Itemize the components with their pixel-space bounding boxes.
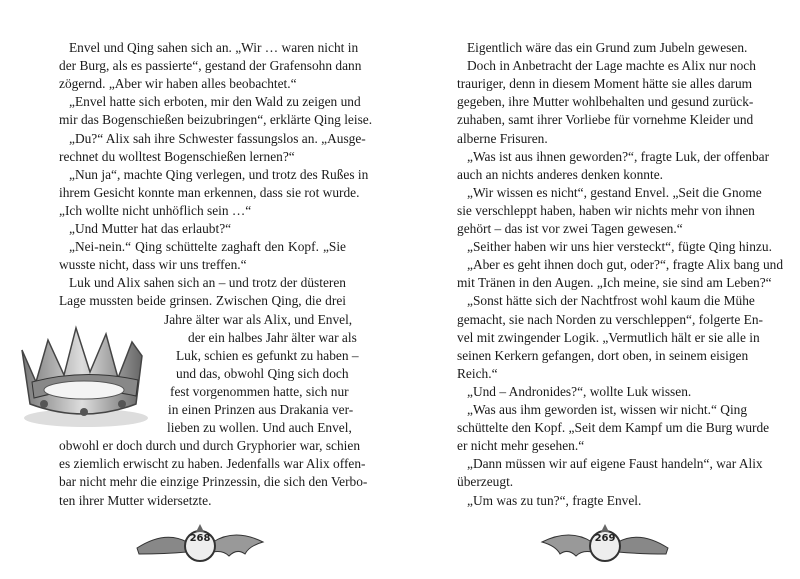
text-line: lieben zu wollen. Und auch Envel, <box>167 420 352 436</box>
text-line: Doch in Anbetracht der Lage machte es Alix nur noch <box>467 58 756 74</box>
text-line: Lage mussten beide grinsen. Zwischen Qing, die drei <box>59 293 346 309</box>
text-line: Eigentlich wäre das ein Grund zum Jubeln gewesen. <box>467 40 748 55</box>
text-line: „Wir wissen es nicht“, gestand Envel. „Seit die Gnome <box>467 184 762 200</box>
text-line: der Burg, als es passierte“, gestand der Grafensohn dann <box>59 58 362 74</box>
text-line: „Nei-nein.“ Qing schüttelte zaghaft den Kopf. „Sie <box>69 239 346 255</box>
text-line: „Seither haben wir uns hier versteckt“, fügte Qing hinzu. <box>467 239 772 255</box>
text-line: Reich.“ <box>457 365 498 381</box>
text-line: „Nun ja“, machte Qing verlegen, und trotz des Rußes in <box>69 166 369 182</box>
text-line: auch an nichts anderes denken konnte. <box>457 166 663 182</box>
text-line: Luk, schien es gefunkt zu haben – <box>176 347 359 363</box>
page-number-ornament <box>530 520 680 568</box>
text-line: zuhaben, samt ihrer Vorliebe für vornehme Kleider und <box>457 112 754 128</box>
right-page <box>400 0 800 579</box>
text-line: „Und – Andronides?“, wollte Luk wissen. <box>467 383 692 399</box>
text-line: sie verschleppt haben, haben wir nichts mehr von ihnen <box>457 202 755 218</box>
page-number: 269 <box>594 533 616 544</box>
text-line: schüttelte den Kopf. „Seit dem Kampf um die Burg wurde <box>457 420 770 436</box>
text-line: alberne Frisuren. <box>457 130 548 146</box>
text-line: „Was ist aus ihnen geworden?“, fragte Luk, der offenbar <box>467 148 770 164</box>
page-number: 268 <box>189 533 211 544</box>
text-line: ten ihrer Mutter widersetzte. <box>59 492 212 508</box>
text-line: Luk und Alix sahen sich an – und trotz der düsteren <box>69 275 346 291</box>
text-line: obwohl er doch durch und durch Gryphorier war, schien <box>59 438 361 454</box>
text-line: er nicht mehr gesehen.“ <box>457 438 585 454</box>
text-line: „Um was zu tun?“, fragte Envel. <box>467 492 642 508</box>
text-line: „Du?“ Alix sah ihre Schwester fassungslos an. „Ausge- <box>69 130 366 146</box>
text-line: Jahre älter war als Alix, und Envel, <box>164 311 353 327</box>
wing-bat-ornament-icon <box>125 520 275 568</box>
text-line: mir das Bogenschießen beizubringen“, erklärte Qing leise. <box>59 112 373 128</box>
text-line: vel mit zwingender Logik. „Vermutlich hält er sie alle in <box>457 329 760 345</box>
text-line: „Sonst hätte sich der Nachtfrost wohl kaum die Mühe <box>467 293 755 309</box>
text-line: überzeugt. <box>457 474 514 490</box>
text-line: mit Tränen in den Augen. „Ich meine, sie sind am Leben?“ <box>457 275 772 291</box>
text-line: gehört – das ist vor zwei Tagen gewesen.“ <box>457 221 683 236</box>
text-line: seinen Kerkern gefangen, dort oben, in seinem eisigen <box>457 347 749 363</box>
text-line: „Und Mutter hat das erlaubt?“ <box>69 221 232 236</box>
text-line: bar nicht mehr die einzige Prinzessin, die sich den Verbo- <box>59 474 368 490</box>
page-number-ornament <box>125 520 275 568</box>
text-line: „Envel hatte sich erboten, mir den Wald zu zeigen und <box>69 94 361 110</box>
text-line: Envel und Qing sahen sich an. „Wir … waren nicht in <box>69 40 359 55</box>
crown-icon <box>14 320 154 430</box>
text-line: „Dann müssen wir auf eigene Faust handeln“, war Alix <box>467 456 763 472</box>
text-line: „Ich wollte nicht unhöflich sein …“ <box>59 202 252 218</box>
text-line: wusste nicht, dass wir uns treffen.“ <box>59 257 247 273</box>
text-line: „Was aus ihm geworden ist, wissen wir nicht.“ Qing <box>467 402 748 417</box>
text-line: „Aber es geht ihnen doch gut, oder?“, fragte Alix bang und <box>467 257 784 273</box>
text-line: trauriger, denn in diesem Moment hätte sie alles darum <box>457 76 753 92</box>
wing-bat-ornament-icon <box>530 520 680 568</box>
text-line: ihrem Gesicht konnte man erkennen, dass sie rot wurde. <box>59 184 360 200</box>
text-line: gemacht, sie nach Norden zu verschleppen“, folgerte En- <box>457 311 763 327</box>
text-line: rechnet du wolltest Bogenschießen lernen?“ <box>59 148 295 164</box>
text-line: gegeben, ihre Mutter wohlbehalten und gesund zurück- <box>457 94 754 110</box>
text-line: fest vorgenommen hatte, sich nur <box>170 383 349 399</box>
text-line: der ein halbes Jahr älter war als <box>188 329 357 345</box>
text-line: es ziemlich erwischt zu haben. Jedenfalls war Alix offen- <box>59 456 366 472</box>
text-line: zögernd. „Aber wir haben alles beobachtet.“ <box>59 76 297 92</box>
text-line: in einen Prinzen aus Drakania ver- <box>168 402 354 417</box>
text-line: und das, obwohl Qing sich doch <box>176 365 349 381</box>
